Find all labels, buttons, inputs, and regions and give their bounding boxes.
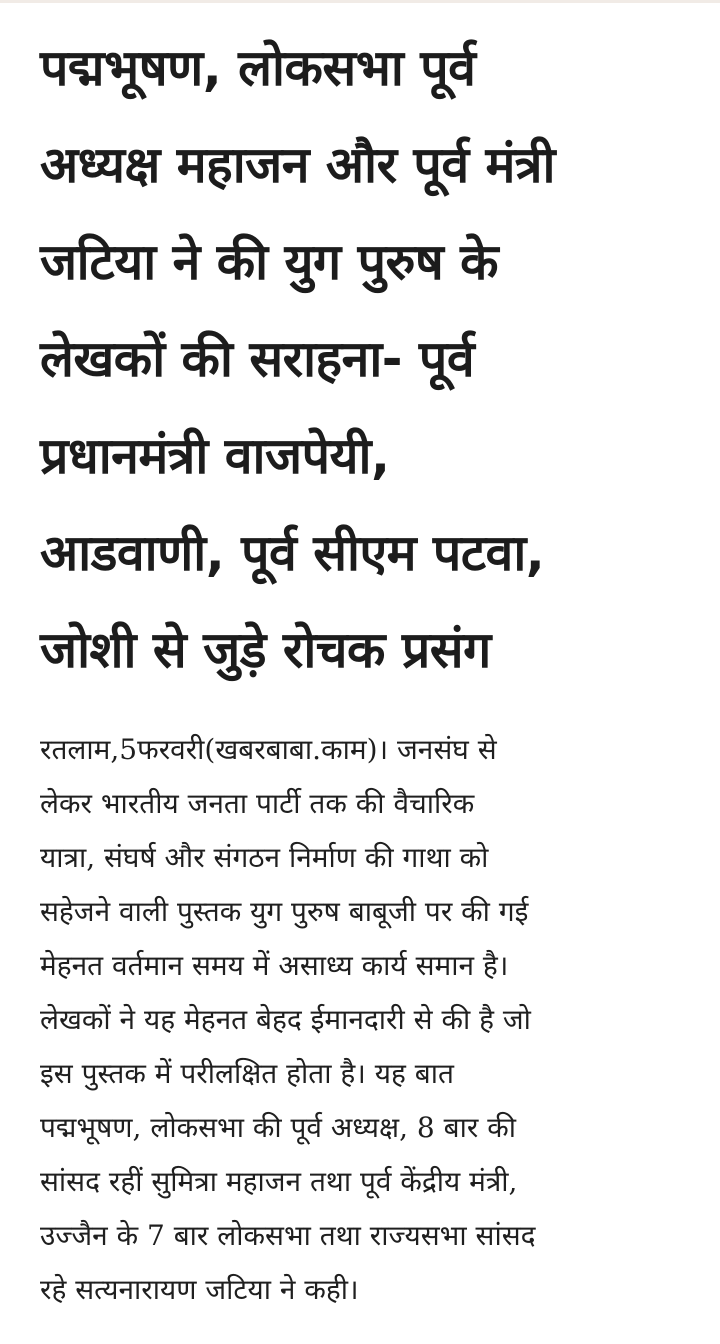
headline-line: जटिया ने की युग पुरुष के bbox=[40, 233, 499, 291]
body-line: पद्मभूषण, लोकसभा की पूर्व अध्यक्ष, 8 बार की bbox=[40, 1111, 516, 1144]
headline-line: आडवाणी, पूर्व सीएम पटवा, bbox=[40, 524, 545, 582]
body-line: रहे सत्यनारायण जटिया ने कही। bbox=[40, 1273, 359, 1306]
body-line: लेखकों ने यह मेहनत बेहद ईमानदारी से की है जो bbox=[40, 1003, 531, 1036]
body-line: रतलाम,5फरवरी(खबरबाबा.काम)। जनसंघ से bbox=[40, 733, 497, 766]
body-line: सहेजने वाली पुस्तक युग पुरुष बाबूजी पर की गई bbox=[40, 895, 529, 928]
top-strip bbox=[0, 0, 720, 3]
body-line: इस पुस्तक में परीलक्षित होता है। यह बात bbox=[40, 1057, 454, 1090]
body-line: मेहनत वर्तमान समय में असाध्य कार्य समान है। bbox=[40, 949, 509, 982]
body-line: सांसद रहीं सुमित्रा महाजन तथा पूर्व केंद्रीय मंत्री, bbox=[40, 1165, 518, 1198]
body-line: लेकर भारतीय जनता पार्टी तक की वैचारिक bbox=[40, 787, 475, 820]
body-line: यात्रा, संघर्ष और संगठन निर्माण की गाथा को bbox=[40, 841, 489, 874]
body-line: उज्जैन के 7 बार लोकसभा तथा राज्यसभा सांसद bbox=[40, 1219, 536, 1252]
article-headline bbox=[40, 20, 695, 699]
headline-line: जोशी से जुड़े रोचक प्रसंग bbox=[40, 621, 491, 679]
article bbox=[40, 20, 695, 1306]
headline-line: पद्मभूषण, लोकसभा पूर्व bbox=[40, 39, 476, 97]
headline-line: लेखकों की सराहना- पूर्व bbox=[40, 330, 475, 388]
headline-line: प्रधानमंत्री वाजपेयी, bbox=[40, 427, 390, 485]
article-body bbox=[40, 723, 695, 1317]
headline-line: अध्यक्ष महाजन और पूर्व मंत्री bbox=[40, 136, 555, 194]
